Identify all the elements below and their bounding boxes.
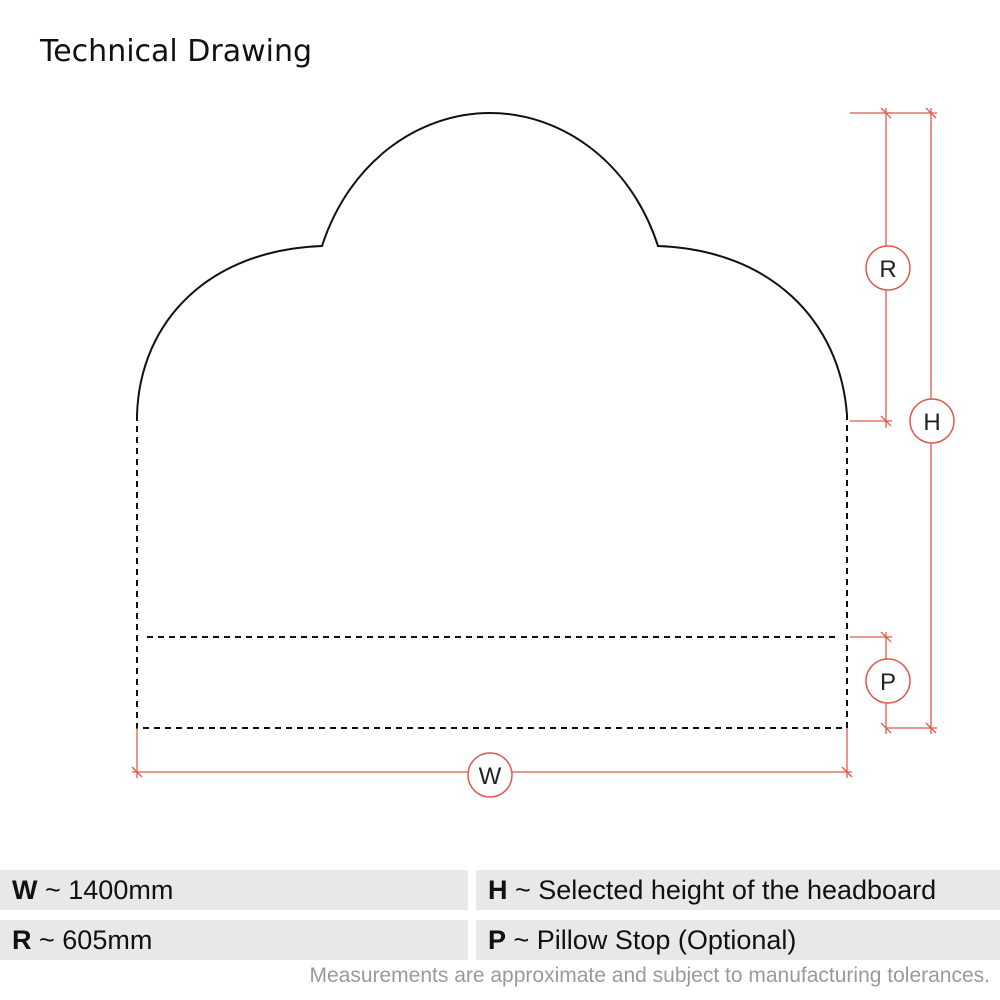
w-dim-marker (468, 753, 512, 797)
p-dim-marker (866, 659, 910, 703)
headboard-outline (137, 113, 847, 415)
legend-text: ~ Pillow Stop (Optional) (513, 925, 797, 955)
legend-item-w (0, 870, 468, 910)
h-dim-label: H (923, 409, 941, 436)
page-title: Technical Drawing (40, 34, 313, 69)
legend-key: P (488, 925, 507, 955)
h-dim-marker (910, 399, 954, 443)
headboard-body-dashed (137, 415, 847, 728)
legend-key: R (12, 925, 32, 955)
legend-item-h (476, 870, 1000, 910)
legend-key: W (12, 875, 38, 905)
legend-item-r (0, 920, 468, 960)
legend-item-p (476, 920, 1000, 960)
tolerance-note: Measurements are approximate and subject to manufacturing tolerances. (309, 964, 990, 987)
legend-text: ~ Selected height of the headboard (515, 875, 937, 905)
legend-key: H (488, 875, 508, 905)
w-dim-label: W (478, 763, 502, 790)
legend-text: ~ 605mm (39, 925, 153, 955)
p-dim-label: P (879, 669, 897, 696)
r-dim-marker (866, 246, 910, 290)
legend-text: ~ 1400mm (45, 875, 174, 905)
r-dim-label: R (879, 256, 897, 283)
